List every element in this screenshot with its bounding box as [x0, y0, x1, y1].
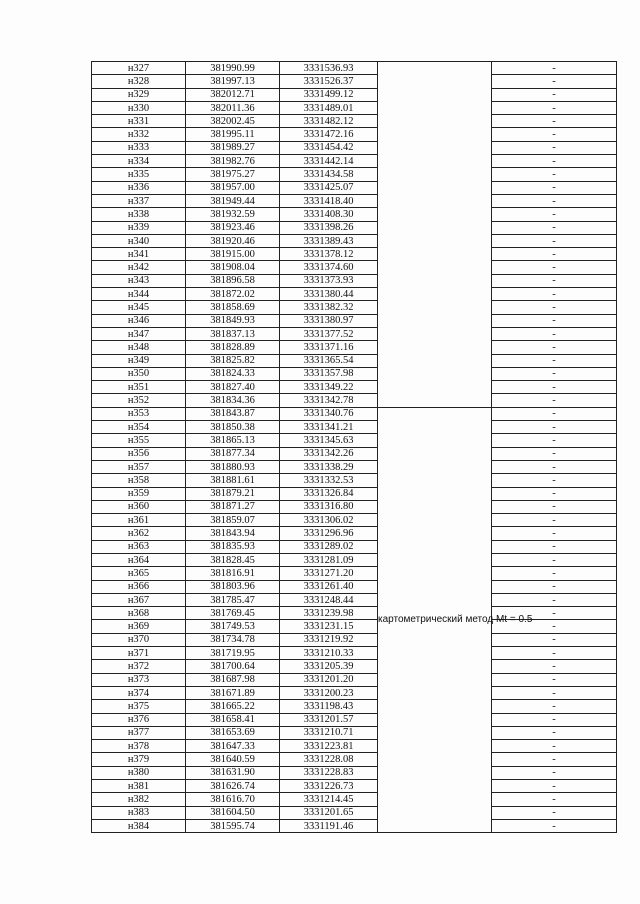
coord-y: 3331380.44 [280, 288, 378, 301]
note-value: - [492, 141, 617, 154]
table-row [92, 500, 617, 513]
coord-x: 381908.04 [186, 261, 280, 274]
point-name: н351 [92, 381, 186, 394]
coord-x: 381877.34 [186, 447, 280, 460]
note-value: - [492, 447, 617, 460]
coord-x: 381647.33 [186, 740, 280, 753]
table-row [92, 128, 617, 141]
note-value: - [492, 155, 617, 168]
coord-y: 3331338.29 [280, 460, 378, 473]
coord-x: 381816.91 [186, 567, 280, 580]
table-row [92, 806, 617, 819]
point-name: н339 [92, 221, 186, 234]
coord-x: 381932.59 [186, 208, 280, 221]
table-row [92, 620, 617, 633]
coord-y: 3331261.40 [280, 580, 378, 593]
note-value: - [492, 660, 617, 673]
coord-x: 381915.00 [186, 248, 280, 261]
coord-x: 381749.53 [186, 620, 280, 633]
note-value: - [492, 673, 617, 686]
coord-y: 3331231.15 [280, 620, 378, 633]
note-value: - [492, 487, 617, 500]
point-name: н337 [92, 194, 186, 207]
coord-y: 3331425.07 [280, 181, 378, 194]
table-row [92, 607, 617, 620]
table-row [92, 593, 617, 606]
coord-x: 381843.94 [186, 527, 280, 540]
note-value: - [492, 62, 617, 75]
point-name: н370 [92, 633, 186, 646]
coord-x: 381665.22 [186, 700, 280, 713]
coord-y: 3331418.40 [280, 194, 378, 207]
note-value: - [492, 647, 617, 660]
point-name: н355 [92, 434, 186, 447]
note-value: - [492, 514, 617, 527]
coord-y: 3331296.96 [280, 527, 378, 540]
note-value: - [492, 407, 617, 420]
coord-y: 3331200.23 [280, 686, 378, 699]
point-name: н359 [92, 487, 186, 500]
note-value: - [492, 553, 617, 566]
note-value: - [492, 367, 617, 380]
coord-x: 381957.00 [186, 181, 280, 194]
point-name: н350 [92, 367, 186, 380]
point-name: н347 [92, 327, 186, 340]
point-name: н376 [92, 713, 186, 726]
note-value: - [492, 301, 617, 314]
coord-y: 3331201.57 [280, 713, 378, 726]
coord-x: 381997.13 [186, 75, 280, 88]
point-name: н365 [92, 567, 186, 580]
table-row [92, 793, 617, 806]
coord-x: 381834.36 [186, 394, 280, 407]
coord-x: 381858.69 [186, 301, 280, 314]
coord-x: 381896.58 [186, 274, 280, 287]
coord-x: 381604.50 [186, 806, 280, 819]
table-row [92, 726, 617, 739]
table-row [92, 354, 617, 367]
table-row [92, 434, 617, 447]
coord-x: 381631.90 [186, 766, 280, 779]
coord-y: 3331271.20 [280, 567, 378, 580]
point-name: н346 [92, 314, 186, 327]
coord-y: 3331214.45 [280, 793, 378, 806]
coord-y: 3331228.08 [280, 753, 378, 766]
table-row [92, 673, 617, 686]
table-row [92, 155, 617, 168]
note-value: - [492, 474, 617, 487]
coord-x: 381785.47 [186, 593, 280, 606]
coord-x: 381949.44 [186, 194, 280, 207]
coord-x: 381700.64 [186, 660, 280, 673]
point-name: н360 [92, 500, 186, 513]
coord-y: 3331248.44 [280, 593, 378, 606]
table-row [92, 301, 617, 314]
coord-x: 381849.93 [186, 314, 280, 327]
point-name: н381 [92, 780, 186, 793]
table-row [92, 62, 617, 75]
coord-x: 381920.46 [186, 234, 280, 247]
table-row [92, 553, 617, 566]
table-row [92, 181, 617, 194]
note-value: - [492, 806, 617, 819]
coord-y: 3331205.39 [280, 660, 378, 673]
point-name: н344 [92, 288, 186, 301]
point-name: н377 [92, 726, 186, 739]
coord-y: 3331389.43 [280, 234, 378, 247]
table-row [92, 261, 617, 274]
note-value: - [492, 115, 617, 128]
table-row [92, 633, 617, 646]
coord-y: 3331377.52 [280, 327, 378, 340]
coord-x: 382011.36 [186, 101, 280, 114]
coord-y: 3331201.65 [280, 806, 378, 819]
point-name: н341 [92, 248, 186, 261]
method-cell-empty [378, 62, 492, 408]
note-value: - [492, 580, 617, 593]
coord-y: 3331239.98 [280, 607, 378, 620]
point-name: н384 [92, 819, 186, 832]
coord-y: 3331536.93 [280, 62, 378, 75]
coord-x: 381850.38 [186, 421, 280, 434]
point-name: н357 [92, 460, 186, 473]
coord-x: 381687.98 [186, 673, 280, 686]
point-name: н356 [92, 447, 186, 460]
note-value: - [492, 753, 617, 766]
table-row [92, 580, 617, 593]
note-value: - [492, 700, 617, 713]
table-row [92, 514, 617, 527]
coord-y: 3331332.53 [280, 474, 378, 487]
coord-x: 381719.95 [186, 647, 280, 660]
point-name: н374 [92, 686, 186, 699]
coord-y: 3331326.84 [280, 487, 378, 500]
note-value: - [492, 181, 617, 194]
coord-y: 3331191.46 [280, 819, 378, 832]
note-value: - [492, 567, 617, 580]
note-value: - [492, 381, 617, 394]
table-row [92, 341, 617, 354]
point-name: н372 [92, 660, 186, 673]
table-row [92, 567, 617, 580]
table-row [92, 194, 617, 207]
point-name: н361 [92, 514, 186, 527]
coord-y: 3331349.22 [280, 381, 378, 394]
coord-x: 381640.59 [186, 753, 280, 766]
table-row [92, 208, 617, 221]
coord-y: 3331219.92 [280, 633, 378, 646]
coord-x: 381975.27 [186, 168, 280, 181]
table-row [92, 713, 617, 726]
coord-y: 3331342.26 [280, 447, 378, 460]
coord-x: 381872.02 [186, 288, 280, 301]
note-value: - [492, 740, 617, 753]
coord-x: 381989.27 [186, 141, 280, 154]
coord-x: 381843.87 [186, 407, 280, 420]
point-name: н340 [92, 234, 186, 247]
note-value: - [492, 234, 617, 247]
coord-y: 3331223.81 [280, 740, 378, 753]
point-name: н379 [92, 753, 186, 766]
coord-y: 3331442.14 [280, 155, 378, 168]
note-value: - [492, 314, 617, 327]
table-row [92, 540, 617, 553]
note-value: - [492, 527, 617, 540]
table-row [92, 168, 617, 181]
coord-y: 3331228.83 [280, 766, 378, 779]
table-row [92, 75, 617, 88]
coord-x: 381865.13 [186, 434, 280, 447]
point-name: н332 [92, 128, 186, 141]
coord-y: 3331434.58 [280, 168, 378, 181]
coord-y: 3331357.98 [280, 367, 378, 380]
table-row [92, 314, 617, 327]
point-name: н382 [92, 793, 186, 806]
table-row [92, 394, 617, 407]
point-name: н383 [92, 806, 186, 819]
table-row [92, 221, 617, 234]
coord-x: 381880.93 [186, 460, 280, 473]
note-value: - [492, 713, 617, 726]
point-name: н373 [92, 673, 186, 686]
table-row [92, 407, 617, 420]
coord-x: 381881.61 [186, 474, 280, 487]
point-name: н335 [92, 168, 186, 181]
point-name: н353 [92, 407, 186, 420]
coord-y: 3331201.20 [280, 673, 378, 686]
coord-x: 381803.96 [186, 580, 280, 593]
coord-y: 3331281.09 [280, 553, 378, 566]
point-name: н330 [92, 101, 186, 114]
point-name: н362 [92, 527, 186, 540]
coord-x: 382012.71 [186, 88, 280, 101]
note-value: - [492, 75, 617, 88]
coord-y: 3331289.02 [280, 540, 378, 553]
point-name: н348 [92, 341, 186, 354]
point-name: н331 [92, 115, 186, 128]
coord-x: 381859.07 [186, 514, 280, 527]
point-name: н371 [92, 647, 186, 660]
coord-y: 3331472.16 [280, 128, 378, 141]
coord-x: 381626.74 [186, 780, 280, 793]
note-value: - [492, 394, 617, 407]
note-value: - [492, 460, 617, 473]
note-value: - [492, 421, 617, 434]
point-name: н367 [92, 593, 186, 606]
table-row [92, 447, 617, 460]
coord-x: 381827.40 [186, 381, 280, 394]
table-row [92, 700, 617, 713]
coord-y: 3331408.30 [280, 208, 378, 221]
note-value: - [492, 221, 617, 234]
coord-x: 381825.82 [186, 354, 280, 367]
point-name: н375 [92, 700, 186, 713]
table-row [92, 141, 617, 154]
coord-x: 381616.70 [186, 793, 280, 806]
coord-y: 3331306.02 [280, 514, 378, 527]
note-value: - [492, 288, 617, 301]
point-name: н333 [92, 141, 186, 154]
coord-x: 381828.45 [186, 553, 280, 566]
table-row [92, 248, 617, 261]
coord-y: 3331499.12 [280, 88, 378, 101]
note-value: - [492, 248, 617, 261]
note-value: - [492, 88, 617, 101]
table-row [92, 327, 617, 340]
note-value: - [492, 434, 617, 447]
note-value: - [492, 101, 617, 114]
coord-x: 381995.11 [186, 128, 280, 141]
table-row [92, 288, 617, 301]
coord-y: 3331378.12 [280, 248, 378, 261]
table-row [92, 381, 617, 394]
table-row [92, 819, 617, 832]
note-value: - [492, 194, 617, 207]
coord-x: 381595.74 [186, 819, 280, 832]
coord-x: 381982.76 [186, 155, 280, 168]
coord-y: 3331365.54 [280, 354, 378, 367]
coord-x: 381923.46 [186, 221, 280, 234]
point-name: н343 [92, 274, 186, 287]
coord-x: 381828.89 [186, 341, 280, 354]
point-name: н366 [92, 580, 186, 593]
coord-x: 382002.45 [186, 115, 280, 128]
note-value: - [492, 168, 617, 181]
table-row [92, 686, 617, 699]
coord-y: 3331482.12 [280, 115, 378, 128]
table-row [92, 766, 617, 779]
note-value: - [492, 327, 617, 340]
note-value: - [492, 780, 617, 793]
table-row [92, 421, 617, 434]
point-name: н368 [92, 607, 186, 620]
coord-y: 3331210.71 [280, 726, 378, 739]
method-cell: картометрический метод Mt = 0.5 [378, 407, 492, 833]
coord-x: 381769.45 [186, 607, 280, 620]
coord-x: 381990.99 [186, 62, 280, 75]
point-name: н354 [92, 421, 186, 434]
note-value: - [492, 607, 617, 620]
note-value: - [492, 819, 617, 832]
table-row [92, 780, 617, 793]
coord-y: 3331341.21 [280, 421, 378, 434]
table-row [92, 527, 617, 540]
coord-y: 3331345.63 [280, 434, 378, 447]
coord-x: 381734.78 [186, 633, 280, 646]
coord-y: 3331210.33 [280, 647, 378, 660]
table-row [92, 474, 617, 487]
coord-x: 381671.89 [186, 686, 280, 699]
note-value: - [492, 500, 617, 513]
point-name: н338 [92, 208, 186, 221]
point-name: н352 [92, 394, 186, 407]
coord-x: 381658.41 [186, 713, 280, 726]
point-name: н336 [92, 181, 186, 194]
note-value: - [492, 620, 617, 633]
table-row [92, 274, 617, 287]
coord-x: 381653.69 [186, 726, 280, 739]
note-value: - [492, 766, 617, 779]
coordinates-table [91, 61, 617, 833]
coord-y: 3331374.60 [280, 261, 378, 274]
note-value: - [492, 633, 617, 646]
table-row [92, 647, 617, 660]
table-row [92, 487, 617, 500]
coord-y: 3331382.32 [280, 301, 378, 314]
coord-y: 3331454.42 [280, 141, 378, 154]
coord-y: 3331526.37 [280, 75, 378, 88]
table-row [92, 740, 617, 753]
note-value: - [492, 793, 617, 806]
point-name: н327 [92, 62, 186, 75]
coord-y: 3331226.73 [280, 780, 378, 793]
coord-y: 3331380.97 [280, 314, 378, 327]
note-value: - [492, 540, 617, 553]
point-name: н334 [92, 155, 186, 168]
note-value: - [492, 341, 617, 354]
coord-x: 381835.93 [186, 540, 280, 553]
coord-y: 3331398.26 [280, 221, 378, 234]
coord-x: 381879.21 [186, 487, 280, 500]
note-value: - [492, 208, 617, 221]
note-value: - [492, 686, 617, 699]
table-row [92, 234, 617, 247]
point-name: н378 [92, 740, 186, 753]
coord-y: 3331371.16 [280, 341, 378, 354]
table-row [92, 660, 617, 673]
coord-x: 381871.27 [186, 500, 280, 513]
point-name: н369 [92, 620, 186, 633]
note-value: - [492, 593, 617, 606]
coord-y: 3331340.76 [280, 407, 378, 420]
note-value: - [492, 726, 617, 739]
coord-y: 3331489.01 [280, 101, 378, 114]
point-name: н342 [92, 261, 186, 274]
table-row [92, 115, 617, 128]
table-row [92, 460, 617, 473]
table-row [92, 101, 617, 114]
table-row [92, 367, 617, 380]
point-name: н380 [92, 766, 186, 779]
table-row [92, 88, 617, 101]
point-name: н328 [92, 75, 186, 88]
note-value: - [492, 274, 617, 287]
point-name: н345 [92, 301, 186, 314]
note-value: - [492, 354, 617, 367]
coord-y: 3331342.78 [280, 394, 378, 407]
point-name: н349 [92, 354, 186, 367]
point-name: н358 [92, 474, 186, 487]
coord-y: 3331316.80 [280, 500, 378, 513]
note-value: - [492, 261, 617, 274]
coord-y: 3331373.93 [280, 274, 378, 287]
coord-x: 381824.33 [186, 367, 280, 380]
coord-y: 3331198.43 [280, 700, 378, 713]
point-name: н364 [92, 553, 186, 566]
coord-x: 381837.13 [186, 327, 280, 340]
coordinates-table-body [92, 62, 617, 833]
table-row [92, 753, 617, 766]
point-name: н363 [92, 540, 186, 553]
point-name: н329 [92, 88, 186, 101]
note-value: - [492, 128, 617, 141]
